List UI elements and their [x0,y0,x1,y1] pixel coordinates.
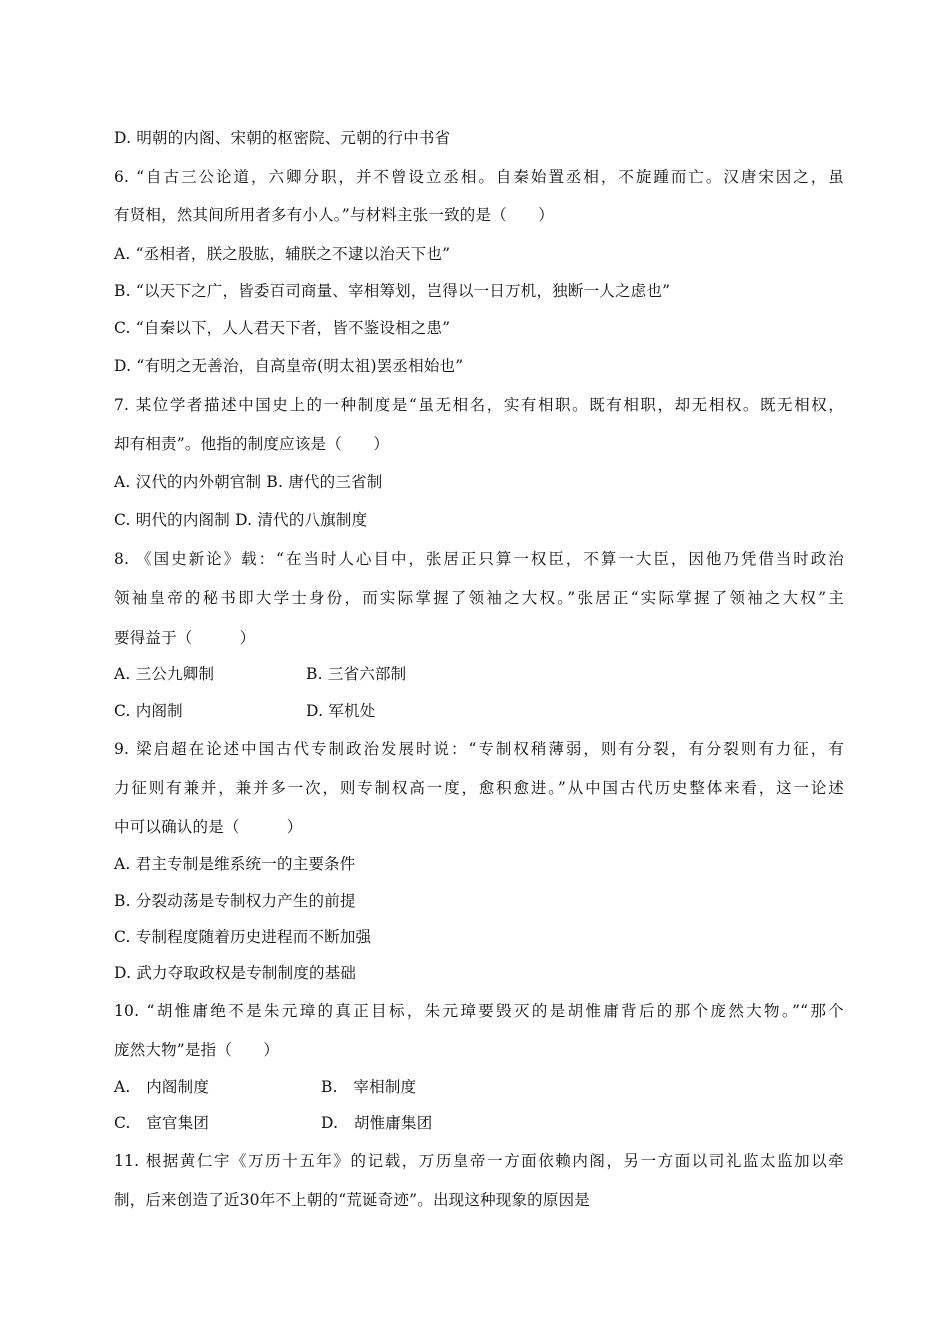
q6-option-a: A. “丞相者，朕之股肱，辅朕之不逮以治天下也” [114,245,451,263]
q6-option-d: D. “有明之无善治，自高皇帝(明太祖)罢丞相始也” [114,357,464,375]
q8-stem-line3: 要得益于（ ） [114,629,256,647]
q7-stem-line1: 7. 某位学者描述中国史上的一种制度是“虽无相名，实有相职。既有相职，却无相权。既无相权， [114,396,844,414]
q6-stem-line2: 有贤相，然其间所用者多有小人。”与材料主张一致的是（ ） [114,206,554,224]
q8-stem-line2: 领袖皇帝的秘书即大学士身份，而实际掌握了领袖之大权。”张居正“实际掌握了领袖之大权”主 [114,589,844,607]
q9-option-c: C. 专制程度随着历史进程而不断加强 [114,928,372,946]
q9-stem-line2: 力征则有兼并，兼并多一次，则专制权高一度，愈积愈进。”从中国古代历史整体来看，这一论述 [114,779,844,797]
q10-option-c: C. 宦官集团 [114,1114,210,1132]
q10-option-b: B. 宰相制度 [321,1078,417,1096]
q7-stem-line2: 却有相责”。他指的制度应该是（ ） [114,435,390,453]
q7-options-cd: C. 明代的内阁制 D. 清代的八旗制度 [114,511,368,529]
q5-option-d: D. 明朝的内阁、宋朝的枢密院、元朝的行中书省 [114,129,451,147]
q8-option-c: C. 内阁制 [114,702,183,720]
q11-stem-line2: 制，后来创造了近30年不上朝的“荒诞奇迹”。出现这种现象的原因是 [114,1191,590,1209]
q10-option-d: D. 胡惟庸集团 [321,1114,433,1132]
q9-stem-line1: 9. 梁启超在论述中国古代专制政治发展时说：“专制权稍薄弱，则有分裂，有分裂则有力征，有 [114,740,844,758]
q9-stem-line3: 中可以确认的是（ ） [114,818,303,836]
q8-stem-line1: 8. 《国史新论》载：“在当时人心目中，张居正只算一权臣，不算一大臣，因他乃凭借当时政治 [114,550,844,568]
q8-option-a: A. 三公九卿制 [114,665,215,683]
q6-stem-line1: 6. “自古三公论道，六卿分职，并不曾设立丞相。自秦始置丞相，不旋踵而亡。汉唐宋因之，虽 [114,168,844,186]
q10-stem-line1: 10. “胡惟庸绝不是朱元璋的真正目标，朱元璋要毁灭的是胡惟庸背后的那个庞然大物。”“那个 [114,1002,844,1020]
q8-option-b: B. 三省六部制 [306,665,407,683]
q6-option-b: B. “以天下之广，皆委百司商量、宰相筹划，岂得以一日万机，独断一人之虑也” [114,282,671,300]
q11-stem-line1: 11. 根据黄仁宇《万历十五年》的记载，万历皇帝一方面依赖内阁，另一方面以司礼监太监加以牵 [114,1152,844,1170]
q8-options-ab [114,664,844,684]
q8-option-d: D. 军机处 [306,702,376,720]
q9-option-d: D. 武力夺取政权是专制制度的基础 [114,964,357,982]
q8-options-cd [114,701,844,721]
q6-option-c: C. “自秦以下，人人君天下者，皆不鉴设相之患” [114,319,451,337]
q7-options-ab: A. 汉代的内外朝官制 B. 唐代的三省制 [114,473,383,491]
q10-stem-line2: 庞然大物”是指（ ） [114,1041,280,1059]
q9-option-a: A. 君主专制是维系统一的主要条件 [114,855,356,873]
q9-option-b: B. 分裂动荡是专制权力产生的前提 [114,892,356,910]
q10-option-a: A. 内阁制度 [114,1078,210,1096]
q10-options-ab [114,1077,844,1097]
q10-options-cd [114,1113,844,1133]
